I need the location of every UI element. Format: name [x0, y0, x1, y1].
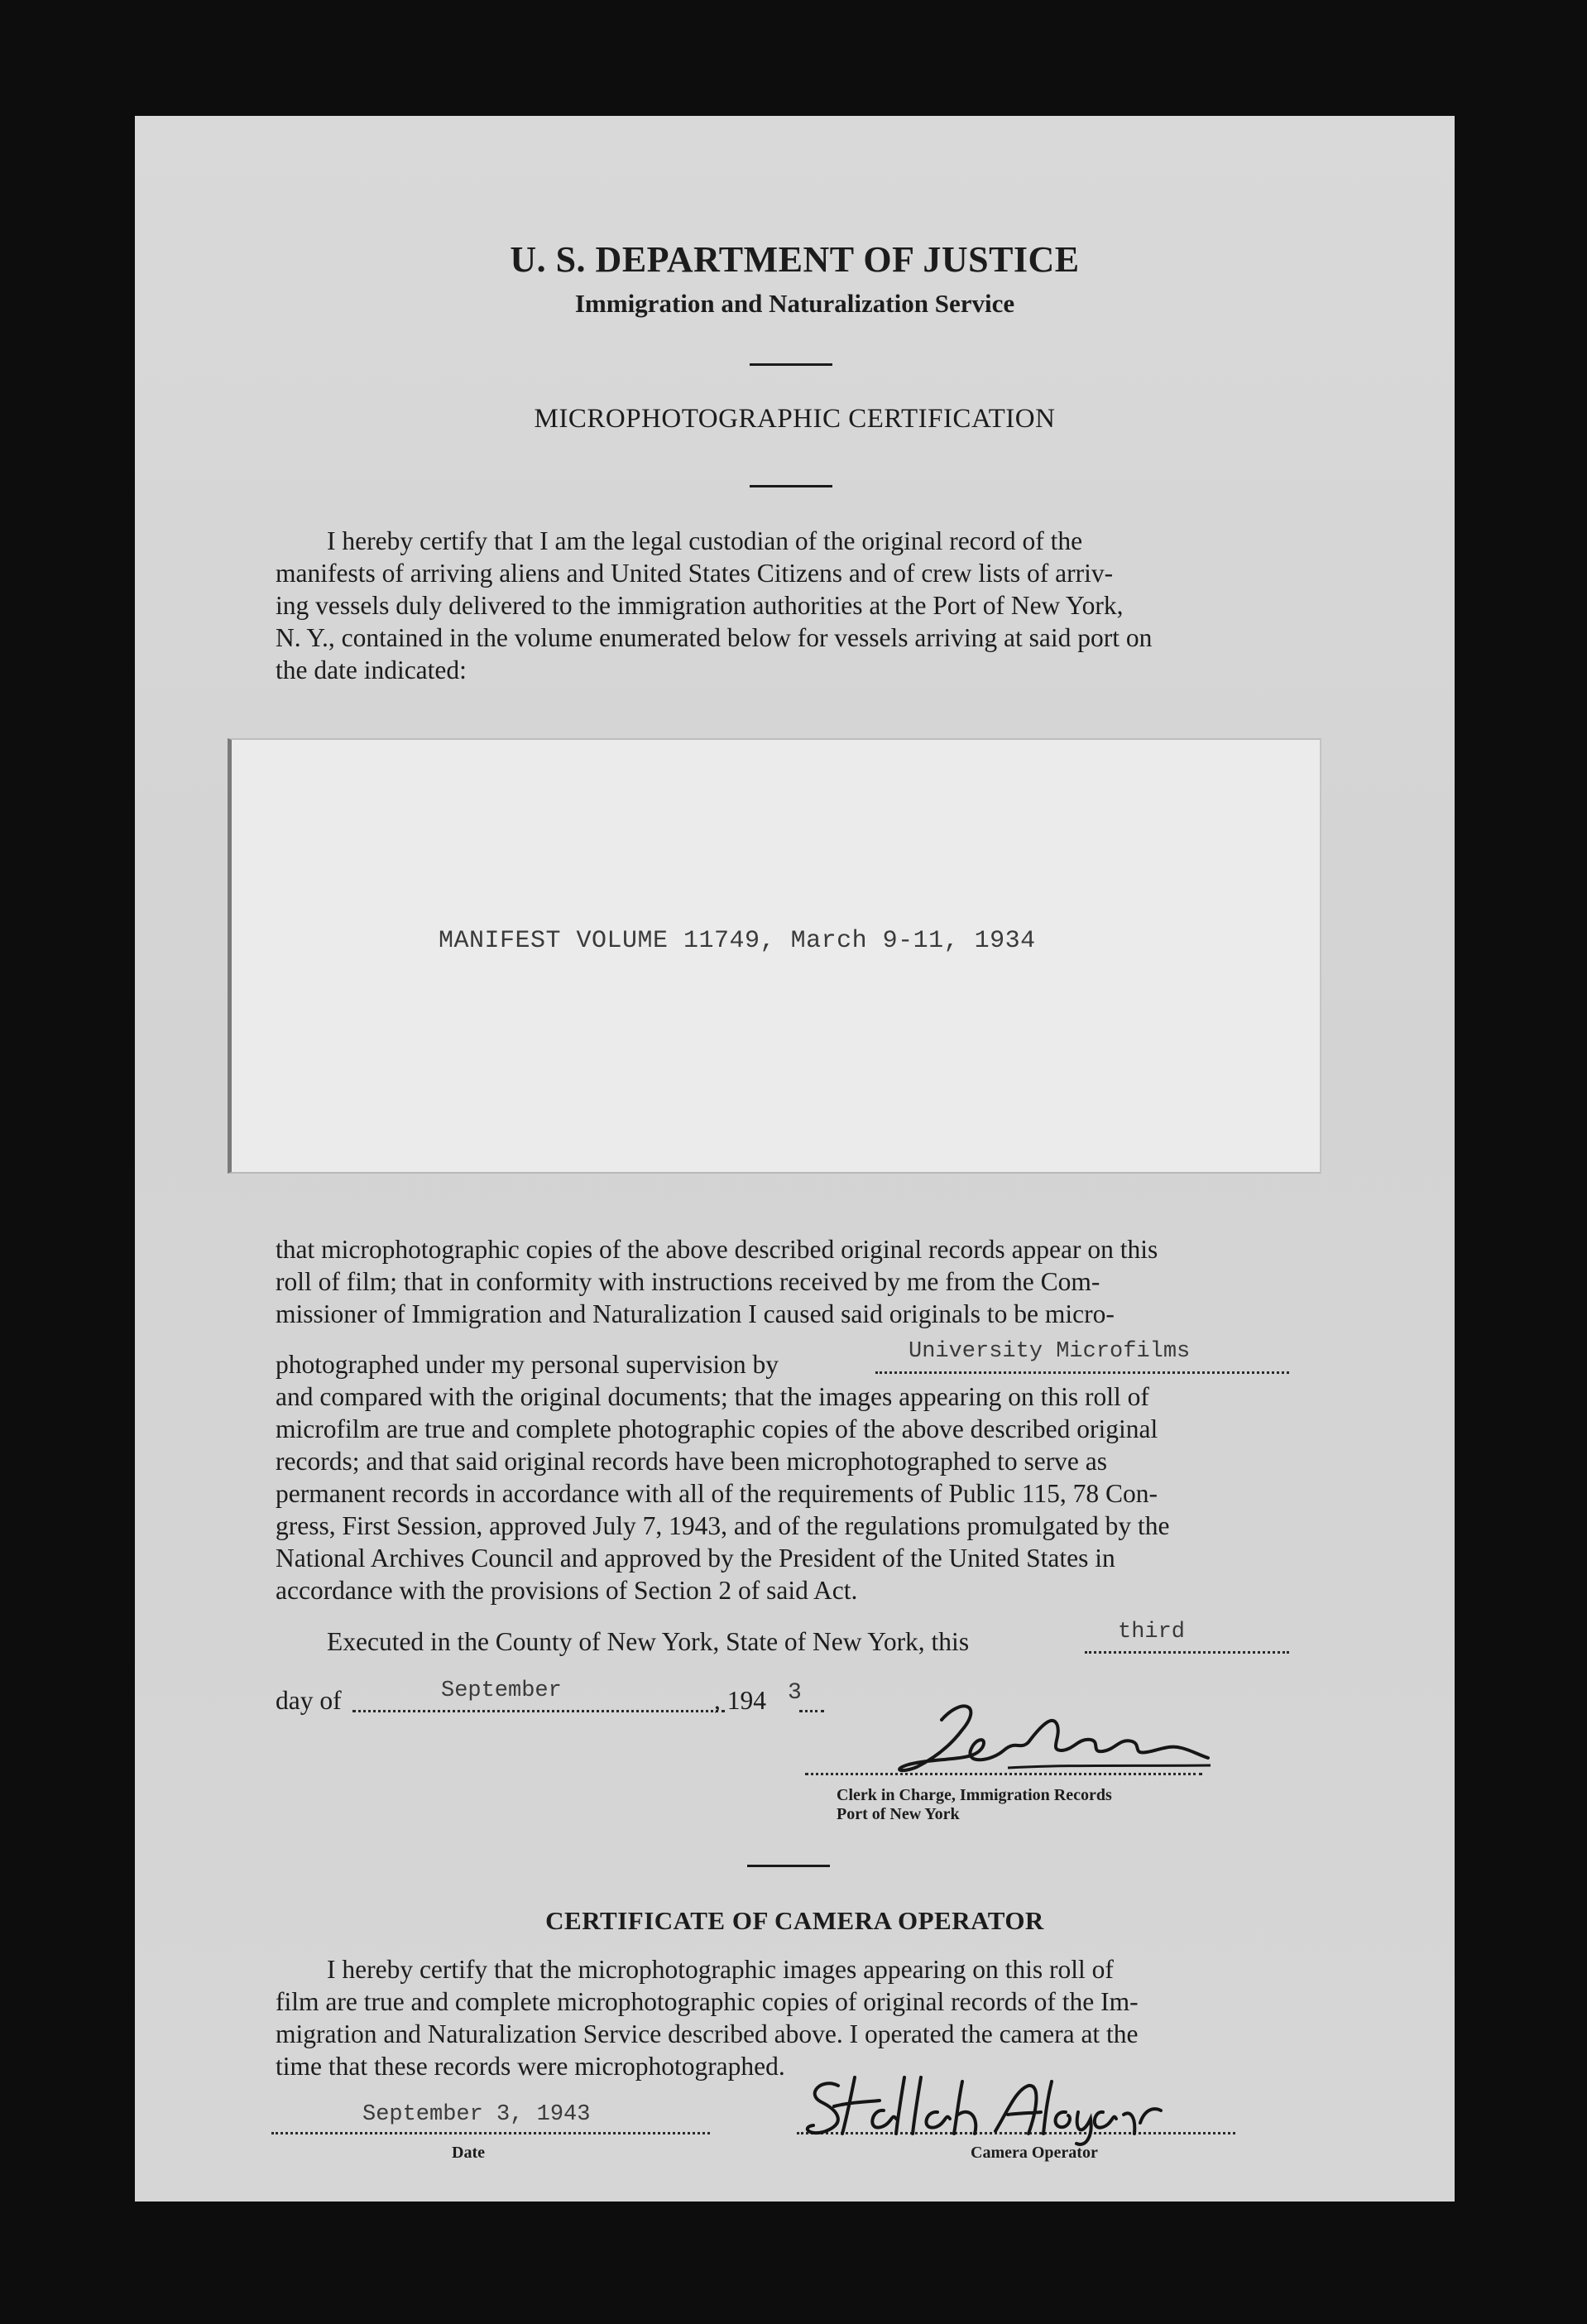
body-line: and compared with the original documents; that the images appearing on this roll of	[276, 1382, 1149, 1411]
body-line: National Archives Council and approved by the President of the United States in	[276, 1544, 1115, 1573]
camera-line: film are true and complete microphotographic copies of original records of the Im-	[276, 1987, 1139, 2016]
supervision-prefix: photographed under my personal supervision by	[276, 1350, 779, 1379]
body-line: permanent records in accordance with all of the requirements of Public 115, 78 Con-	[276, 1479, 1158, 1508]
body-line: gress, First Session, approved July 7, 1943, and of the regulations promulgated by the	[276, 1511, 1170, 1540]
supervision-value: University Microfilms	[909, 1339, 1191, 1364]
camera-operator-label: Camera Operator	[971, 2144, 1098, 2162]
certificate-page	[135, 116, 1455, 2202]
supervision-fill-line	[875, 1371, 1289, 1374]
body-line: missioner of Immigration and Naturalization I caused said originals to be micro-	[276, 1299, 1115, 1328]
body-paragraph-continued	[276, 1380, 1289, 1606]
manifest-volume-text: MANIFEST VOLUME 11749, March 9-11, 1934	[439, 927, 1036, 955]
body-line: that microphotographic copies of the above described original records appear on this	[276, 1235, 1158, 1264]
clerk-signature	[884, 1688, 1215, 1784]
year-prefix: , 194	[714, 1686, 766, 1715]
intro-line: I hereby certify that I am the legal custodian of the original record of the	[327, 526, 1083, 555]
month-value: September	[441, 1678, 562, 1703]
clerk-title: Clerk in Charge, Immigration Records	[837, 1786, 1112, 1804]
intro-line: ing vessels duly delivered to the immigration authorities at the Port of New York,	[276, 591, 1124, 620]
day-value: third	[1118, 1620, 1186, 1645]
camera-operator-heading: CERTIFICATE OF CAMERA OPERATOR	[545, 1906, 1044, 1935]
camera-operator-signature	[789, 2061, 1169, 2152]
date-fill-line	[271, 2132, 710, 2134]
section-divider	[747, 1865, 830, 1867]
certification-title: MICROPHOTOGRAPHIC CERTIFICATION	[534, 404, 1056, 434]
day-of-label: day of	[276, 1686, 342, 1715]
date-value: September 3, 1943	[362, 2102, 591, 2127]
body-line: records; and that said original records have been microphotographed to serve as	[276, 1447, 1108, 1476]
service-subheading: Immigration and Naturalization Service	[574, 289, 1015, 318]
intro-line: N. Y., contained in the volume enumerated below for vessels arriving at said port on	[276, 623, 1153, 652]
year-fill-line	[799, 1710, 824, 1712]
body-line: roll of film; that in conformity with instructions received by me from the Com-	[276, 1267, 1100, 1296]
title-divider	[750, 485, 832, 487]
intro-paragraph	[276, 525, 1289, 686]
day-fill-line	[1085, 1651, 1289, 1654]
body-line: accordance with the provisions of Section 2 of said Act.	[276, 1576, 858, 1605]
header-divider	[750, 363, 832, 366]
record-card	[228, 738, 1321, 1174]
body-line: microfilm are true and complete photographic copies of the above described original	[276, 1414, 1158, 1443]
camera-line: time that these records were microphotographed.	[276, 2052, 785, 2081]
camera-line: I hereby certify that the microphotographic images appearing on this roll of	[327, 1955, 1114, 1984]
clerk-office: Port of New York	[837, 1805, 960, 1823]
year-digit: 3	[788, 1680, 802, 1706]
date-label: Date	[452, 2144, 485, 2162]
intro-line: the date indicated:	[276, 655, 467, 684]
body-paragraph	[276, 1233, 1289, 1330]
month-fill-line	[352, 1710, 725, 1712]
department-heading: U. S. DEPARTMENT OF JUSTICE	[510, 239, 1080, 280]
intro-line: manifests of arriving aliens and United States Citizens and of crew lists of arriv-	[276, 559, 1114, 588]
camera-line: migration and Naturalization Service described above. I operated the camera at the	[276, 2019, 1139, 2048]
execution-prefix: Executed in the County of New York, State of New York, this	[327, 1627, 970, 1656]
